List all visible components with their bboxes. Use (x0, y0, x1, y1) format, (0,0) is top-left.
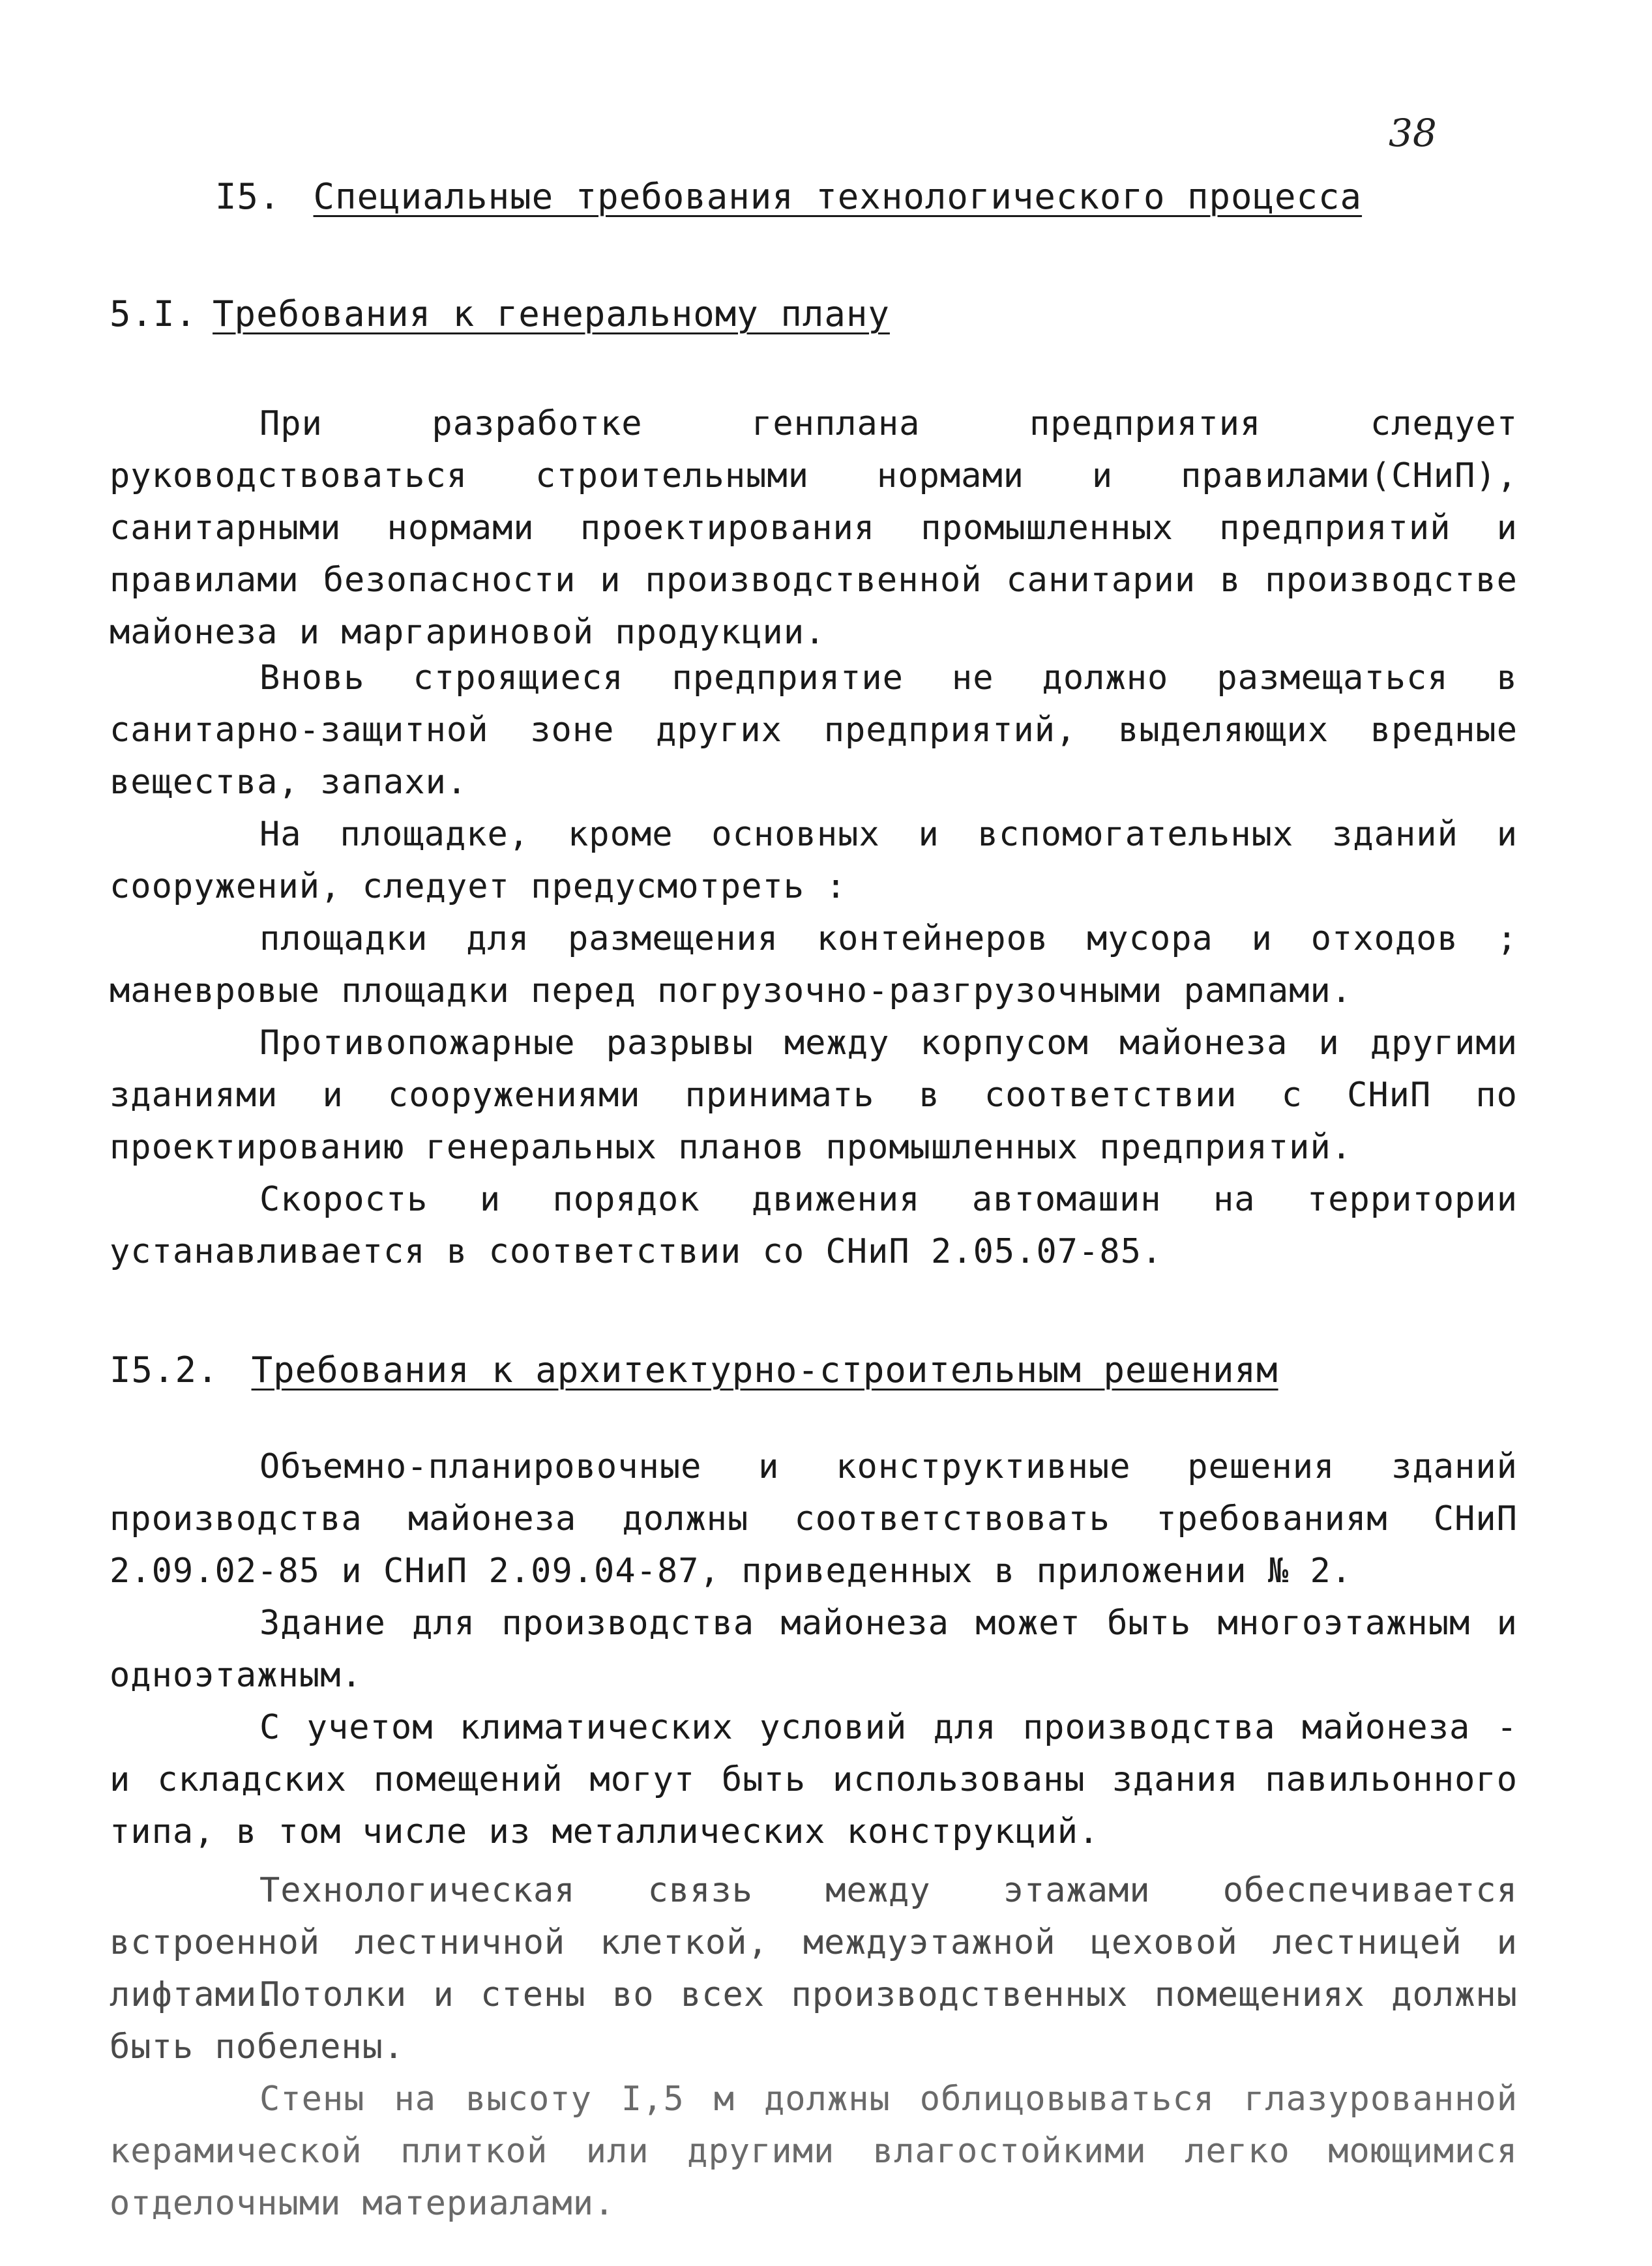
section-15-1-paragraph: При разработке генплана предприятия следует руководствоваться строительными нормами и правилами(СНиП), санитарными нормами проектирования промышленных предприятий и правилами безопасности и производственной санитарии в производстве майонеза и маргариновой продукции. (110, 404, 1518, 652)
section-15-1-paragraph: Противопожарные разрывы между корпусом майонеза и другими зданиями и сооружениями принимать в соответствии с СНиП по проектированию генеральных планов промышленных предприятий. (110, 1023, 1518, 1167)
section-15-title: Специальные требования технологического процесса (313, 176, 1363, 217)
section-15-heading (215, 176, 1362, 217)
section-15-1-heading (110, 293, 890, 334)
section-15-1-paragraph: площадки для размещения контейнеров мусора и отходов ; маневровые площадки перед погрузочно-разгрузочными рампами. (110, 919, 1518, 1010)
section-15-1-paragraph: Вновь строящиеся предприятие не должно размещаться в санитарно-защитной зоне других предприятий, выделяющих вредные вещества, запахи. (110, 658, 1518, 802)
section-15-2-paragraph: Объемно-планировочные и конструктивные решения зданий производства майонеза должны соответствовать требованиям СНиП 2.09.02-85 и СНиП 2.09.04-87, приведенных в приложении № 2. (110, 1447, 1518, 1591)
section-15-1-paragraph: Скорость и порядок движения автомашин на территории устанавливается в соответствии со СНиП 2.05.07-85. (110, 1180, 1518, 1271)
section-15-2-paragraph: Потолки и стены во всех производственных помещениях должны быть побелены. (110, 1975, 1518, 2067)
section-15-2-paragraph: Технологическая связь между этажами обеспечивается встроенной лестничной клеткой, междуэтажной цеховой лестницей и лифтами. (110, 1871, 1518, 2014)
section-15-number: I5. (215, 176, 281, 217)
page-number: 38 (1389, 111, 1437, 155)
section-15-1-paragraph: На площадке, кроме основных и вспомогательных зданий и сооружений, следует предусмотреть : (110, 815, 1518, 906)
section-15-2-paragraph: С учетом климатических условий для производства майонеза - и складских помещений могут быть использованы здания павильонного типа, в том числе из металлических конструкций. (110, 1708, 1518, 1851)
section-15-2-number: I5.2. (110, 1349, 219, 1390)
section-15-1-number: 5.I. (110, 293, 198, 334)
section-15-2-title: Требования к архитектурно-строительным решениям (251, 1349, 1278, 1390)
section-15-2-paragraph: Стены на высоту I,5 м должны облицовываться глазурованной керамической плиткой или другими влагостойкими легко моющимися отделочными материалами. (110, 2080, 1518, 2223)
section-15-2-heading (110, 1349, 1278, 1390)
section-15-1-title: Требования к генеральному плану (213, 293, 890, 334)
section-15-2-paragraph: Здание для производства майонеза может быть многоэтажным и одноэтажным. (110, 1604, 1518, 1695)
